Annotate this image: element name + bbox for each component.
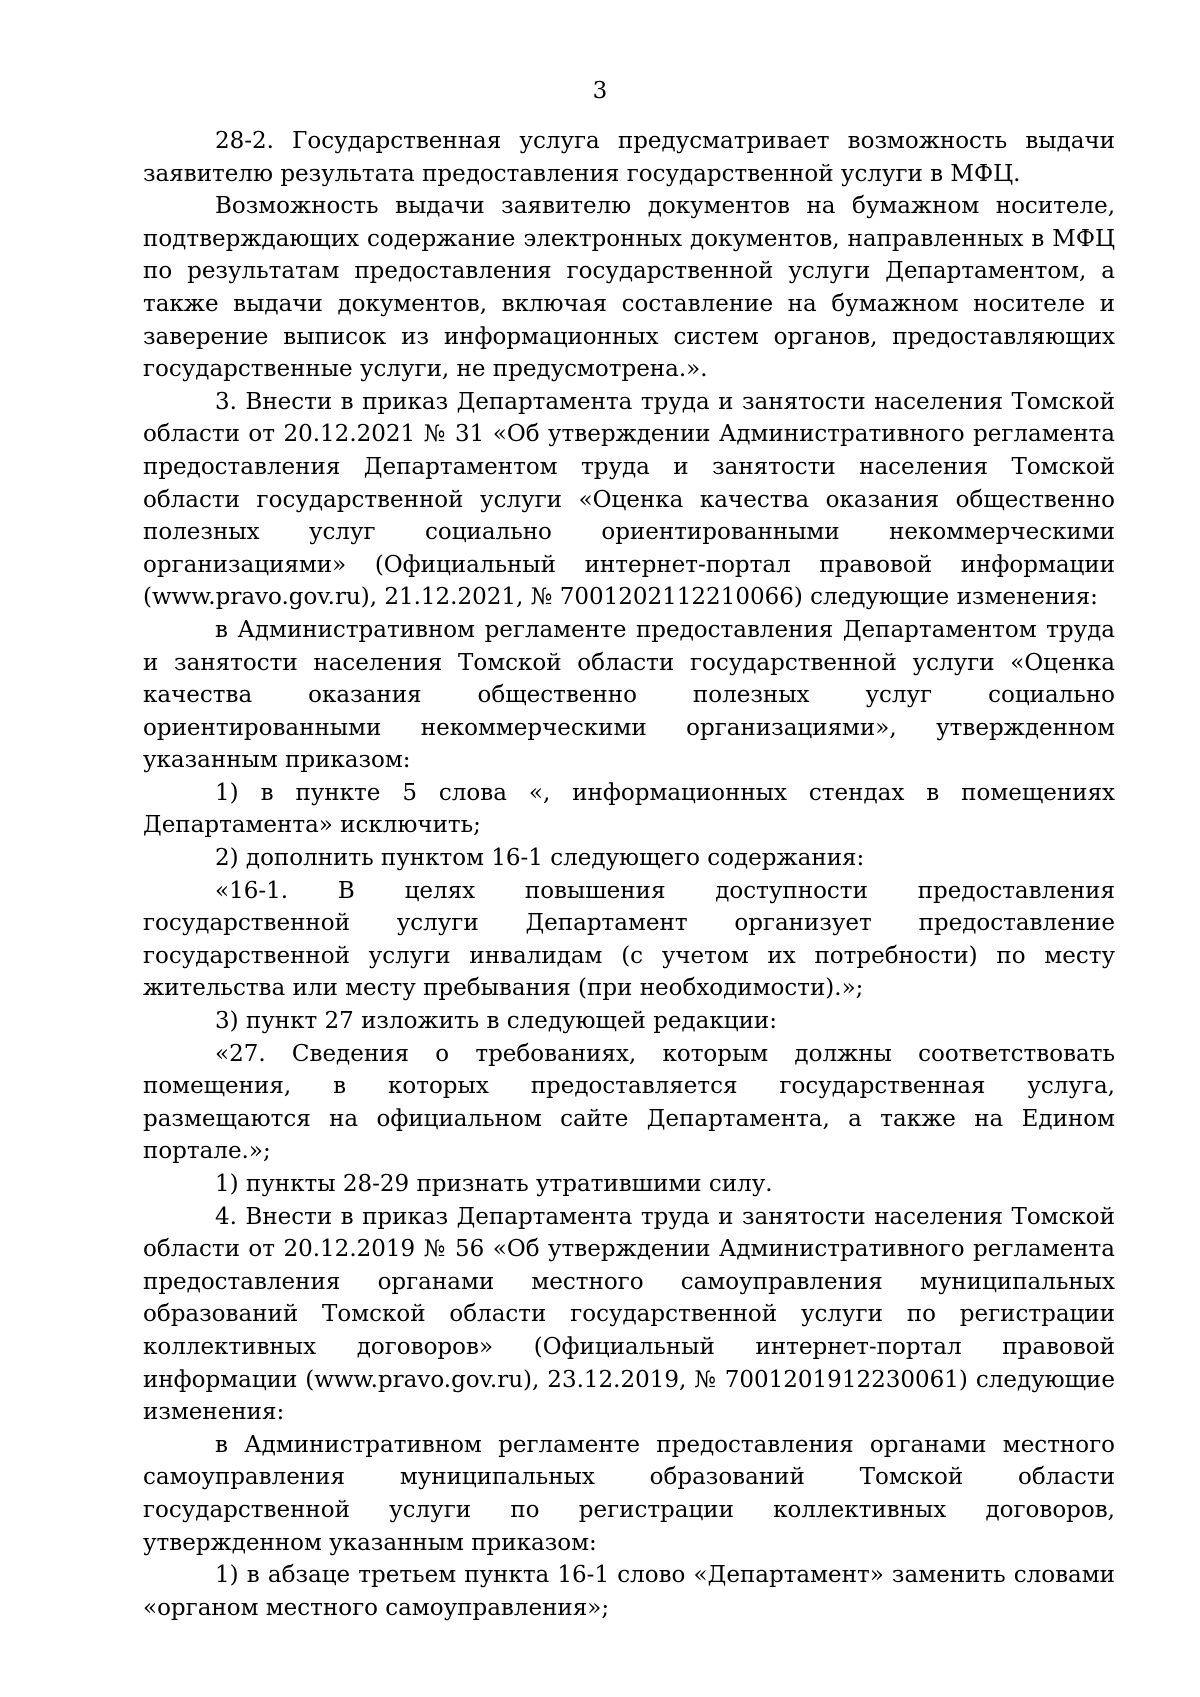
paragraph-28-2: 28-2. Государственная услуга предусматривает возможность выдачи заявителю результата предоставления государственной услуги в МФЦ. [143,128,1115,187]
paragraph-item-3-intro: в Административном регламенте предоставления Департаментом труда и занятости населения Томской области государственной услуги «Оценка качества оказания общественно полезных услуг социально ориентированными некоммерческими организациями», утвержденном указанным приказом: [143,616,1115,774]
paragraph-item-3-sub-4: 1) пункты 28-29 признать утратившими силу. [215,1171,773,1197]
paragraph-item-4: 4. Внести в приказ Департамента труда и занятости населения Томской области от 20.12.2019 № 56 «Об утверждении Административного регламента предоставления органами местного самоуправления муниципальных образований Томской области государственной услуги по регистрации коллективных договоров» (Официальный интернет-портал правовой информации (www.pravo.gov.ru), 23.12.2019, № 7001201912230061) следующие изменения: [143,1203,1115,1426]
paragraph-item-3-sub-3: 3) пункт 27 изложить в следующей редакции: [215,1008,777,1035]
paragraph-27-text: «27. Сведения о требованиях, которым должны соответствовать помещения, в которых предоставляется государственная услуга, размещаются на официальном сайте Департамента, а также на Едином портале.»; [143,1040,1115,1165]
paragraph-item-4-sub-1: 1) в абзаце третьем пункта 16-1 слово «Департамент» заменить словами «органом местного самоуправления»; [143,1562,1115,1621]
paragraph-item-3-sub-2: 2) дополнить пунктом 16-1 следующего содержания: [215,845,865,872]
paragraph-16-1-text: «16-1. В целях повышения доступности предоставления государственной услуги Департамент организует предоставление государственной услуги инвалидам (с учетом их потребности) по месту жительства или месту пребывания (при необходимости).»; [143,877,1115,1002]
page-number: 3 [592,78,608,104]
document-body [143,125,1115,1624]
paragraph-item-3-sub-1: 1) в пункте 5 слова «, информационных стендах в помещениях Департамента» исключить; [143,779,1115,839]
paragraph-item-4-intro: в Административном регламенте предоставления органами местного самоуправления муниципальных образований Томской области государственной услуги по регистрации коллективных договоров, утвержденном указанным приказом: [143,1431,1115,1556]
paragraph-item-3: 3. Внести в приказ Департамента труда и занятости населения Томской области от 20.12.2021 № 31 «Об утверждении Административного регламента предоставления Департаментом труда и занятости населения Томской области государственной услуги «Оценка качества оказания общественно полезных услуг социально ориентированными некоммерческими организациями» (Официальный интернет-портал правовой информации (www.pravo.gov.ru), 21.12.2021, № 7001202112210066) следующие изменения: [143,388,1115,611]
paragraph-paper-copies: Возможность выдачи заявителю документов на бумажном носителе, подтверждающих содержание электронных документов, направленных в МФЦ по результатам предоставления государственной услуги Департаментом, а также выдачи документов, включая составление на бумажном носителе и заверение выписок из информационных систем органов, предоставляющих государственные услуги, не предусмотрена.». [143,193,1115,383]
